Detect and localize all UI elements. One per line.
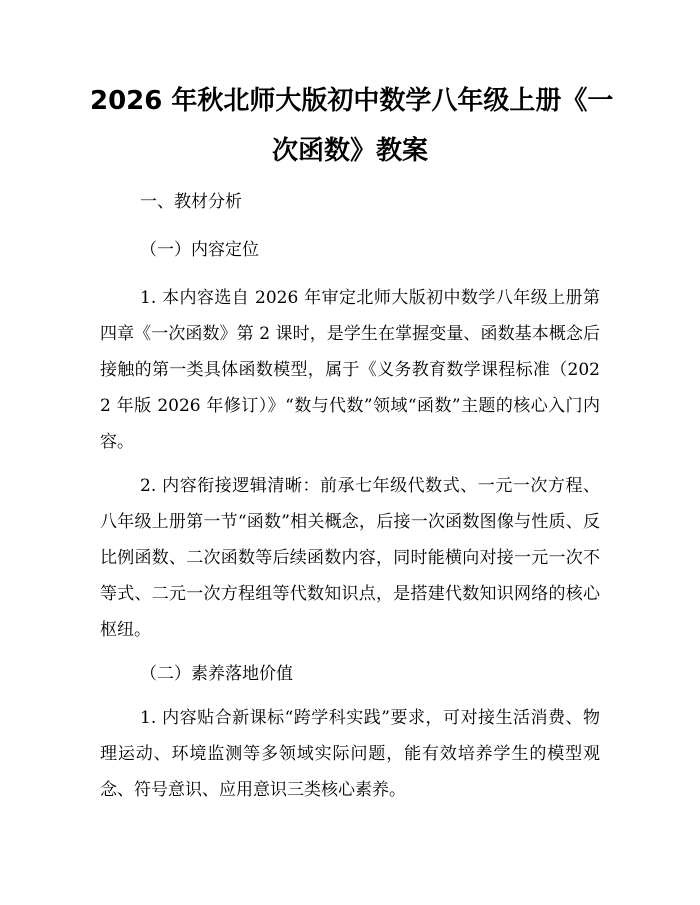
subsection-heading-literacy-value: （二）素养落地价值 <box>140 664 293 684</box>
document-title-line-1: 2026 年秋北师大版初中数学八年级上册《一 <box>90 86 614 116</box>
subsection-heading-content-positioning: （一）内容定位 <box>140 240 259 260</box>
section-heading-textbook-analysis: 一、教材分析 <box>140 192 242 212</box>
paragraph-literacy-value: 1. 内容贴合新课标“跨学科实践”要求，可对接生活消费、物理运动、环境监测等多领域实际问题，能有效培养学生的模型观念、符号意识、应用意识三类核心素养。 <box>100 708 600 800</box>
paragraph-content-source: 1. 本内容选自 2026 年审定北师大版初中数学八年级上册第四章《一次函数》第 2 课时，是学生在掌握变量、函数基本概念后接触的第一类具体函数模型，属于《义务教育数学课程标准（2022 年版 2026 年修订）》“数与代数”领域“函数”主题的核心入门内容。 <box>100 288 600 452</box>
paragraph-content-connection: 2. 内容衔接逻辑清晰：前承七年级代数式、一元一次方程、八年级上册第一节“函数”相关概念，后接一次函数图像与性质、反比例函数、二次函数等后续函数内容，同时能横向对接一元一次不等式、二元一次方程组等代数知识点，是搭建代数知识网络的核心枢纽。 <box>100 476 600 640</box>
document-title-line-2: 次函数》教案 <box>271 136 428 166</box>
